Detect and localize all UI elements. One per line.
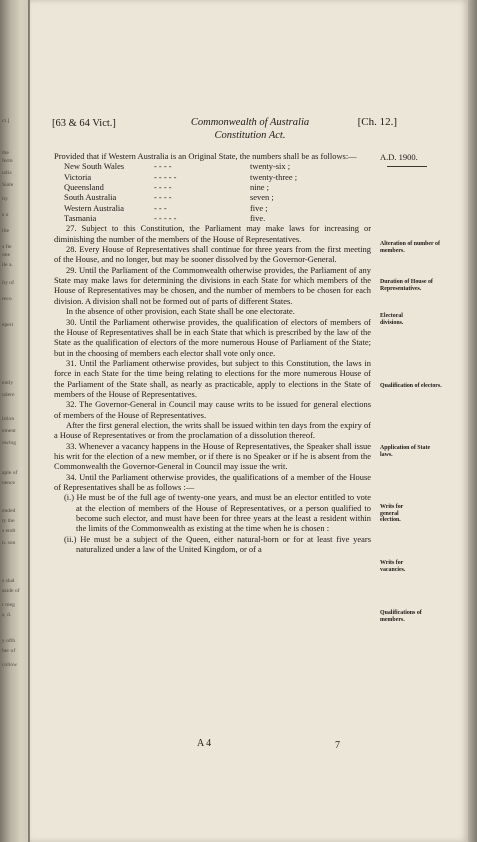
section-28: 28. Every House of Representatives shall continue for three years from the first meeting of the House, and no longer, but may be sooner dissolved by the Governor-General. — [54, 244, 371, 265]
header-title-line1: Commonwealth of Australia — [190, 117, 310, 128]
header-title-line2: Constitution Act. — [214, 130, 286, 141]
state-name: Western Australia — [64, 202, 125, 213]
state-dashes: - - - - — [154, 161, 172, 172]
state-dashes: - - - - - — [154, 171, 177, 182]
margin-note-28: Duration of House of Representatives. — [380, 279, 433, 292]
spine-fragment: ity of — [2, 280, 14, 286]
spine-fragment: s fie — [2, 244, 12, 250]
state-row — [54, 172, 371, 182]
section-29: 29. Until the Parliament of the Commonwealth otherwise provides, the Parliament of any State may make laws for determining the divisions in each State for which members of the House of Representatives may be chosen, and the number of members to be chosen for each division. A division shall not be formed out of parts of different States. — [54, 264, 371, 306]
spine-fragment: reco — [2, 296, 12, 302]
spine-fragment: owing — [2, 440, 16, 446]
spine-fragment: ilie — [2, 228, 10, 234]
state-row — [54, 192, 371, 202]
state-dashes: - - - - — [154, 192, 172, 203]
section-33: 33. Whenever a vacancy happens in the House of Representatives, the Speaker shall issue his writ for the election of a new member, or if there is no Speaker or if he is absent from the Commonwealth the Governor-General in Council may issue the writ. — [54, 440, 371, 472]
spine-fragment: ended — [2, 508, 16, 514]
spine-fragment: n. son — [2, 540, 16, 546]
spine-fragment: aple of — [2, 470, 18, 476]
margin-note-32: Writs for general election. — [380, 504, 404, 524]
section-31: 31. Until the Parliament otherwise provides, but subject to this Constitution, the laws in force in each State for the time being relating to elections for the more numerous House of the Parliament of the State shall, as nearly as practicable, apply to elections in the State of members of the House of Representatives. — [54, 357, 371, 399]
spine-fragment: s, d. — [2, 612, 12, 618]
state-number: five. — [250, 213, 266, 224]
spine-fragment: ently — [2, 380, 14, 386]
state-number: twenty-six ; — [250, 161, 291, 172]
spine-fragment: eperi — [2, 322, 14, 328]
spine-fragment: Siale — [2, 182, 14, 188]
spine-fragment: ity — [2, 196, 8, 202]
spine-fragment: the — [2, 150, 9, 156]
spine-fragment: ndix — [2, 170, 12, 176]
margin-note-27: Alteration of number of members. — [380, 241, 440, 254]
spine-fragment: one — [2, 252, 11, 258]
binding-spine — [0, 0, 30, 842]
spine-fragment: ndere — [2, 392, 15, 398]
state-name: Tasmania — [64, 213, 97, 224]
spine-fragment: ement — [2, 428, 16, 434]
spine-fragment: y ofth — [2, 638, 16, 644]
state-row — [54, 182, 371, 192]
spine-fragment: collow — [2, 662, 18, 668]
year-rule — [387, 166, 427, 167]
spine-fragment: ty the — [2, 518, 15, 524]
spine-fragment: s shal — [2, 578, 15, 584]
section-30: 30. Until the Parliament otherwise provides, the qualification of electors of members of the House of Representatives shall be in each State that which is prescribed by the law of the State as the qualification of electors of the more numerous House of Parliament of the State; but in the choosing of members each elector shall vote only once. — [54, 316, 371, 358]
header-title — [160, 116, 340, 142]
section-32: 32. The Governor-General in Council may cause writs to be issued for general elections of members of the House of Representatives. — [54, 399, 371, 420]
body-text — [54, 151, 371, 554]
state-number: nine ; — [250, 182, 269, 193]
state-number: twenty-three ; — [250, 171, 298, 182]
right-page-edge — [468, 0, 477, 842]
page-number: 7 — [335, 740, 340, 751]
state-dashes: - - - - - — [154, 213, 177, 224]
section-32-subsequent: After the first general election, the writs shall be issued within ten days from the expiry of a House of Representatives or from the proclamation of a dissolution thereof. — [54, 419, 371, 441]
state-dashes: - - - — [154, 202, 167, 213]
margin-note-30: Qualification of electors. — [380, 383, 442, 389]
spine-fragment: aside of — [2, 588, 20, 594]
margin-note-34: Qualifications of members. — [380, 610, 422, 623]
margin-note-33: Writs for vacancies. — [380, 560, 406, 573]
state-number: five ; — [250, 202, 268, 213]
state-name: Queensland — [64, 182, 104, 193]
section-34-condition-i: (i.) He must be of the full age of twenty-one years, and must be an elector entitled to vote at the election of members of the House of Representatives, or a person qualified to become such elector, and must have been for three years at the least a resident within the limits of the Commonwealth as existing at the time when he is chosen : — [64, 492, 371, 534]
section-29-electorate: In the absence of other provision, each State shall be one electorate. — [66, 306, 295, 317]
spine-fragment: ferm — [2, 158, 13, 164]
margin-note-29: Electoral divisions. — [380, 313, 404, 326]
spine-fragment: ct.] — [2, 118, 10, 124]
state-name: Victoria — [64, 171, 92, 182]
state-row — [54, 161, 371, 171]
signature-mark: A 4 — [197, 738, 212, 749]
spine-fragment: nence — [2, 480, 16, 486]
state-dashes: - - - - — [154, 182, 172, 193]
margin-note-31: Application of State laws. — [380, 445, 431, 458]
spine-fragment: irtion — [2, 416, 15, 422]
spine-fragment: ile a. — [2, 262, 13, 268]
state-list — [54, 161, 371, 223]
state-row — [54, 213, 371, 223]
state-row — [54, 203, 371, 213]
header-chapter: [Ch. 12.] — [357, 116, 397, 128]
state-number: seven ; — [250, 192, 274, 203]
spine-fragment: ber of — [2, 648, 16, 654]
spine-fragment: s o — [2, 212, 9, 218]
year-note: A.D. 1900. — [380, 152, 418, 162]
spine-fragment: s endt — [2, 528, 16, 534]
running-header — [52, 116, 397, 146]
intro-paragraph: Provided that if Western Australia is an Original State, the numbers shall be as follows:— — [54, 151, 357, 161]
section-34: 34. Until the Parliament otherwise provides, the qualifications of a member of the House of Representatives shall be as follows :— — [54, 471, 371, 492]
state-name: New South Wales — [64, 161, 125, 172]
spine-fragment: r meg — [2, 602, 15, 608]
section-34-condition-ii: (ii.) He must be a subject of the Queen, either natural-born or for at least five years naturalized under a law of the United Kingdom, or of a — [64, 533, 371, 555]
section-27: 27. Subject to this Constitution, the Parliament may make laws for increasing or diminishing the number of the members of the House of Representatives. — [54, 223, 371, 244]
state-name: South Australia — [64, 192, 117, 203]
header-regnal-year: [63 & 64 Vict.] — [52, 118, 116, 129]
